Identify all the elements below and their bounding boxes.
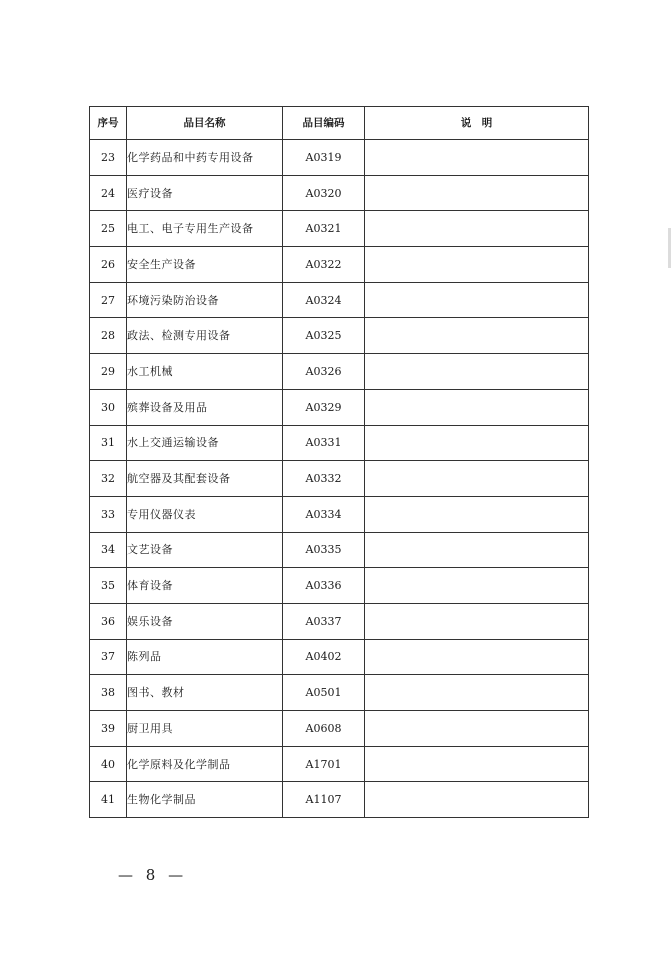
cell-desc (365, 175, 589, 211)
cell-seq: 41 (90, 782, 127, 818)
cell-seq: 33 (90, 496, 127, 532)
header-seq: 序号 (90, 107, 127, 140)
cell-desc (365, 140, 589, 176)
cell-seq: 40 (90, 746, 127, 782)
cell-name: 水上交通运输设备 (127, 425, 283, 461)
cell-code: A0321 (283, 211, 365, 247)
table-row (90, 211, 589, 247)
cell-seq: 28 (90, 318, 127, 354)
table-row (90, 711, 589, 747)
cell-seq: 34 (90, 532, 127, 568)
table-row (90, 425, 589, 461)
cell-code: A0334 (283, 496, 365, 532)
table-row (90, 782, 589, 818)
cell-desc (365, 782, 589, 818)
cell-seq: 27 (90, 282, 127, 318)
cell-seq: 39 (90, 711, 127, 747)
cell-name: 体育设备 (127, 568, 283, 604)
cell-seq: 23 (90, 140, 127, 176)
table-row (90, 175, 589, 211)
cell-desc (365, 532, 589, 568)
cell-desc (365, 675, 589, 711)
cell-seq: 38 (90, 675, 127, 711)
cell-desc (365, 247, 589, 283)
table-row (90, 496, 589, 532)
cell-name: 化学原料及化学制品 (127, 746, 283, 782)
cell-code: A0319 (283, 140, 365, 176)
cell-name: 电工、电子专用生产设备 (127, 211, 283, 247)
cell-code: A0320 (283, 175, 365, 211)
cell-name: 陈列品 (127, 639, 283, 675)
cell-code: A0331 (283, 425, 365, 461)
table-row (90, 461, 589, 497)
table-row (90, 603, 589, 639)
cell-desc (365, 282, 589, 318)
cell-code: A0322 (283, 247, 365, 283)
cell-seq: 25 (90, 211, 127, 247)
table-row (90, 532, 589, 568)
cell-desc (365, 425, 589, 461)
cell-seq: 37 (90, 639, 127, 675)
cell-name: 图书、教材 (127, 675, 283, 711)
table-row (90, 389, 589, 425)
cell-name: 化学药品和中药专用设备 (127, 140, 283, 176)
cell-seq: 32 (90, 461, 127, 497)
header-code: 品目编码 (283, 107, 365, 140)
header-desc: 说 明 (365, 107, 589, 140)
cell-seq: 24 (90, 175, 127, 211)
cell-name: 专用仪器仪表 (127, 496, 283, 532)
cell-code: A1107 (283, 782, 365, 818)
cell-desc (365, 639, 589, 675)
cell-name: 安全生产设备 (127, 247, 283, 283)
cell-seq: 29 (90, 354, 127, 390)
cell-name: 环境污染防治设备 (127, 282, 283, 318)
cell-seq: 31 (90, 425, 127, 461)
cell-name: 医疗设备 (127, 175, 283, 211)
cell-name: 殡葬设备及用品 (127, 389, 283, 425)
cell-name: 政法、检测专用设备 (127, 318, 283, 354)
cell-desc (365, 496, 589, 532)
cell-code: A0335 (283, 532, 365, 568)
cell-code: A0501 (283, 675, 365, 711)
table-row (90, 639, 589, 675)
cell-code: A0324 (283, 282, 365, 318)
cell-code: A0329 (283, 389, 365, 425)
table-row (90, 247, 589, 283)
cell-seq: 30 (90, 389, 127, 425)
table-row (90, 568, 589, 604)
cell-name: 厨卫用具 (127, 711, 283, 747)
cell-code: A0332 (283, 461, 365, 497)
page-number: — 8 — (118, 866, 188, 884)
cell-seq: 35 (90, 568, 127, 604)
table-row (90, 140, 589, 176)
cell-desc (365, 461, 589, 497)
cell-desc (365, 389, 589, 425)
cell-name: 水工机械 (127, 354, 283, 390)
cell-code: A1701 (283, 746, 365, 782)
cell-seq: 26 (90, 247, 127, 283)
table-row (90, 746, 589, 782)
cell-desc (365, 568, 589, 604)
cell-code: A0336 (283, 568, 365, 604)
table-header-row (90, 107, 589, 140)
cell-name: 文艺设备 (127, 532, 283, 568)
cell-desc (365, 711, 589, 747)
cell-code: A0326 (283, 354, 365, 390)
cell-code: A0325 (283, 318, 365, 354)
cell-code: A0608 (283, 711, 365, 747)
table-body (90, 140, 589, 818)
header-name: 品目名称 (127, 107, 283, 140)
cell-name: 航空器及其配套设备 (127, 461, 283, 497)
cell-desc (365, 318, 589, 354)
cell-code: A0402 (283, 639, 365, 675)
table-row (90, 354, 589, 390)
cell-desc (365, 354, 589, 390)
cell-seq: 36 (90, 603, 127, 639)
table-row (90, 318, 589, 354)
cell-desc (365, 211, 589, 247)
cell-desc (365, 603, 589, 639)
cell-code: A0337 (283, 603, 365, 639)
cell-name: 生物化学制品 (127, 782, 283, 818)
catalog-table (89, 106, 589, 818)
table-row (90, 282, 589, 318)
cell-desc (365, 746, 589, 782)
table-row (90, 675, 589, 711)
cell-name: 娱乐设备 (127, 603, 283, 639)
